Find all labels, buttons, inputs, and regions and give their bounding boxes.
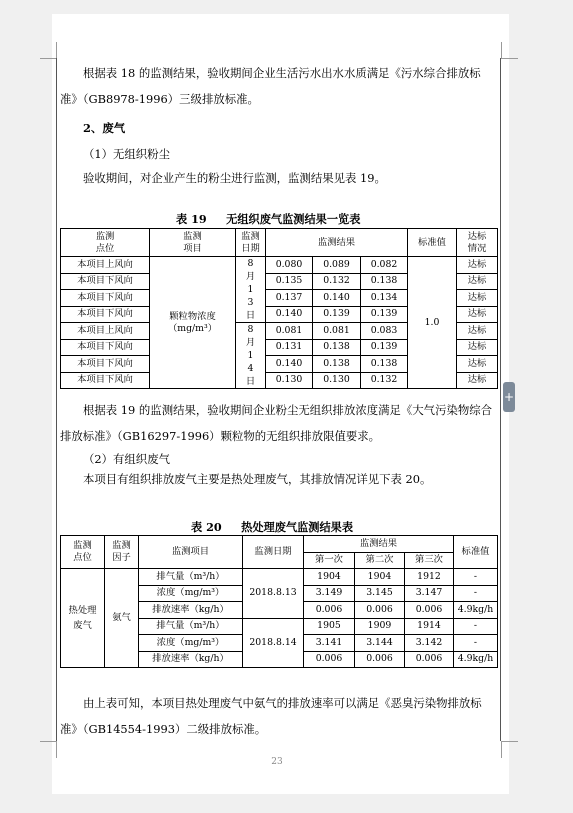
- t20-header-third: 第三次: [405, 552, 454, 569]
- paragraph-dust-intro: 验收期间，对企业产生的粉尘进行监测，监测结果见表 19。: [83, 171, 386, 185]
- t20-header-factor: 监测 因子: [105, 536, 139, 569]
- t20-date2: 2018.8.14: [243, 618, 304, 668]
- t19-item-value: 颗粒物浓度 （mg/m³）: [150, 257, 236, 389]
- t20-factor-value: 氨气: [105, 569, 139, 668]
- t20-header-standard: 标准值: [454, 536, 498, 569]
- crop-mark-top-left: [40, 42, 57, 59]
- subheading-organized-gas: （2）有组织废气: [83, 452, 170, 466]
- subheading-fugitive-dust: （1）无组织粉尘: [83, 147, 170, 161]
- table-row: 本项目下风向 0.135 0.132 0.138 达标: [61, 273, 498, 290]
- table19-caption: 表 19 无组织废气监测结果一览表: [176, 212, 361, 226]
- paragraph-table18-conclusion: 根据表 18 的监测结果，验收期间企业生活污水出水水质满足《污水综合排放标准》（GB8978-1996）三级排放标准。: [60, 66, 481, 106]
- crop-mark-bottom-right: [501, 741, 518, 758]
- page-number: 23: [271, 757, 283, 767]
- paragraph-heat-treatment-intro: 本项目有组织排放废气主要是热处理废气，其排放情况详见下表 20。: [83, 472, 432, 486]
- table20: [60, 535, 498, 668]
- paragraph-dust-conclusion: 根据表 19 的监测结果，验收期间企业粉尘无组织排放浓度满足《大气污染物综合排放标准》（GB16297-1996）颗粒物的无组织排放限值要求。: [60, 403, 493, 443]
- table-row: 本项目下风向 0.140 0.138 0.138 达标: [61, 356, 498, 373]
- table-row: 本项目上风向 颗粒物浓度 （mg/m³） 8月13日 0.080 0.089 0.082 1.0 达标: [61, 257, 498, 274]
- table-row: 浓度（mg/m³） 3.141 3.144 3.142 -: [61, 635, 498, 652]
- table-row: 本项目下风向 0.137 0.140 0.134 达标: [61, 290, 498, 307]
- margin-line-right: [500, 58, 501, 741]
- section-heading-waste-gas: 2、废气: [83, 121, 126, 135]
- expand-panel-plus-icon[interactable]: +: [503, 382, 515, 412]
- table20-caption: 表 20 热处理废气监测结果表: [191, 520, 354, 534]
- table-row: 热处理 废气 氨气 排气量（m³/h） 2018.8.13 1904 1904 1912 -: [61, 569, 498, 586]
- crop-mark-bottom-left: [40, 741, 57, 758]
- t19-header-standard: 标准值: [408, 229, 457, 257]
- t20-date1: 2018.8.13: [243, 569, 304, 619]
- table-row: 本项目下风向 0.131 0.138 0.139 达标: [61, 339, 498, 356]
- table-row: 排放速率（kg/h） 0.006 0.006 0.006 4.9kg/h: [61, 651, 498, 668]
- t19-header-point: 监测 点位: [61, 229, 150, 257]
- t20-header-point: 监测 点位: [61, 536, 105, 569]
- paragraph-heat-treatment-conclusion: 由上表可知，本项目热处理废气中氨气的排放速率可以满足《恶臭污染物排放标准》（GB14554-1993）二级排放标准。: [60, 696, 482, 736]
- t19-header-date: 监测 日期: [236, 229, 266, 257]
- t19-date2: 8月14日: [236, 323, 266, 389]
- t20-header-second: 第二次: [355, 552, 405, 569]
- t19-date1: 8月13日: [236, 257, 266, 323]
- margin-line-left: [56, 58, 57, 741]
- t19-standard-value: 1.0: [408, 257, 457, 389]
- table19: [60, 228, 498, 389]
- table-row: 浓度（mg/m³） 3.149 3.145 3.147 -: [61, 585, 498, 602]
- t20-header-item: 监测项目: [139, 536, 243, 569]
- t20-header-result: 监测结果: [304, 536, 454, 553]
- t20-point-value: 热处理 废气: [61, 569, 105, 668]
- table-row: 本项目下风向 0.140 0.139 0.139 达标: [61, 306, 498, 323]
- t19-header-status: 达标 情况: [457, 229, 498, 257]
- table-row: 排气量（m³/h） 2018.8.14 1905 1909 1914 -: [61, 618, 498, 635]
- t20-header-first: 第一次: [304, 552, 355, 569]
- t20-header-date: 监测日期: [243, 536, 304, 569]
- crop-mark-top-right: [501, 42, 518, 59]
- t19-header-item: 监测 项目: [150, 229, 236, 257]
- table-row: 本项目下风向 0.130 0.130 0.132 达标: [61, 372, 498, 389]
- t19-header-result: 监测结果: [266, 229, 408, 257]
- table-row: 本项目上风向 8月14日 0.081 0.081 0.083 达标: [61, 323, 498, 340]
- table-row: 排放速率（kg/h） 0.006 0.006 0.006 4.9kg/h: [61, 602, 498, 619]
